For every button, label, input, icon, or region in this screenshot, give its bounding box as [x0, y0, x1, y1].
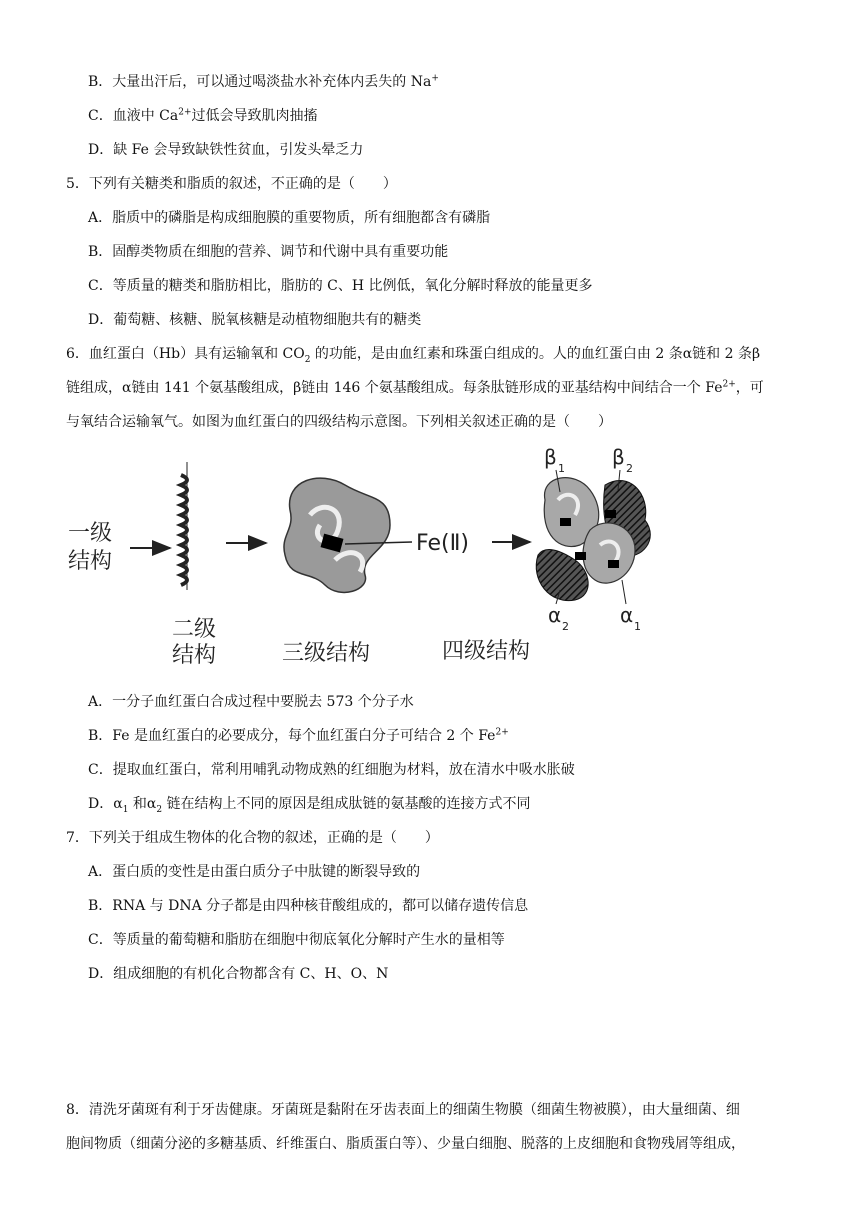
question-5: 5．下列有关糖类和脂质的叙述，不正确的是（ ） [66, 176, 397, 192]
option-7b: B．RNA 与 DNA 分子都是由四种核苷酸组成的，都可以储存遗传信息 [88, 898, 529, 914]
option-6b: B．Fe 是血红蛋白的必要成分，每个血红蛋白分子可结合 2 个 $Fe^{2+}$ [88, 727, 509, 744]
alpha-1-subscript: 1 [634, 620, 641, 633]
question-8-line-1: 8．清洗牙菌斑有利于牙齿健康。牙菌斑是黏附在牙齿表面上的细菌生物膜（细菌生物被膜），由大量细菌、细 [66, 1102, 740, 1118]
alpha-1-pointer [622, 580, 626, 604]
option-5a: A．脂质中的磷脂是构成细胞膜的重要物质，所有细胞都含有磷脂 [88, 210, 491, 226]
alpha-2-label: α [548, 603, 562, 627]
question-8-line-2: 胞间物质（细菌分泌的多糖基质、纤维蛋白、脂质蛋白等）、少量白细胞、脱落的上皮细胞和食物残屑等组成， [66, 1136, 745, 1152]
option-5c: C．等质量的糖类和脂肪相比，脂肪的 C、H 比例低，氧化分解时释放的能量更多 [88, 278, 593, 294]
option-4b: B．大量出汗后，可以通过喝淡盐水补充体内丢失的 Na+ [88, 73, 439, 90]
quaternary-structure-icon [536, 478, 650, 601]
question-7: 7．下列关于组成生物体的化合物的叙述，正确的是（ ） [66, 830, 439, 846]
option-5d: D．葡萄糖、核糖、脱氧核糖是动植物细胞共有的糖类 [88, 312, 422, 328]
option-6a: A．一分子血红蛋白合成过程中要脱去 573 个分子水 [88, 694, 414, 710]
option-4d: D．缺 Fe 会导致缺铁性贫血，引发头晕乏力 [88, 142, 364, 158]
alpha-helix-icon [181, 462, 187, 590]
secondary-structure-label-2: 结构 [172, 643, 217, 668]
fe-ii-label: Fe(Ⅱ) [416, 531, 469, 556]
question-6-line-3: 与氧结合运输氧气。如图为血红蛋白的四级结构示意图。下列相关叙述正确的是（ ） [66, 414, 612, 430]
beta-1-subscript: 1 [558, 462, 565, 475]
alpha-2-subscript: 2 [562, 620, 569, 633]
beta-2-subscript: 2 [626, 462, 633, 475]
option-5b: B．固醇类物质在细胞的营养、调节和代谢中具有重要功能 [88, 244, 449, 260]
question-6-line-1: 6．血红蛋白（Hb）具有运输氧和 $CO_2$ 的功能，是由血红素和珠蛋白组成的。人的血红蛋白由 2 条α链和 2 条β [66, 346, 761, 365]
quaternary-structure-label: 四级结构 [442, 639, 531, 664]
hemoglobin-structure-figure [60, 440, 660, 675]
secondary-structure-label-1: 二级 [172, 617, 217, 642]
primary-structure-label-1: 一级 [68, 521, 113, 546]
question-6-line-2: 链组成，α链由 141 个氨基酸组成，β链由 146 个氨基酸组成。每条肽链形成的亚基结构中间结合一个 $Fe^{2+}$，可 [66, 379, 764, 396]
option-7c: C．等质量的葡萄糖和脂肪在细胞中彻底氧化分解时产生水的量相等 [88, 932, 505, 948]
beta-1-label: β [544, 445, 557, 469]
primary-structure-label-2: 结构 [68, 549, 113, 574]
option-6c: C．提取血红蛋白，常利用哺乳动物成熟的红细胞为材料，放在清水中吸水胀破 [88, 762, 575, 778]
option-7a: A．蛋白质的变性是由蛋白质分子中肽键的断裂导致的 [88, 864, 421, 880]
beta-2-label: β [612, 445, 625, 469]
option-4c: C．血液中 $Ca^{2+}$过低会导致肌肉抽搐 [88, 107, 318, 124]
tertiary-structure-label: 三级结构 [282, 641, 371, 666]
tertiary-structure-icon [284, 478, 390, 592]
option-6d: D．$\alpha_1$ 和$\alpha_2$ 链在结构上不同的原因是组成肽链的氨基酸的连接方式不同 [88, 796, 531, 815]
option-7d: D．组成细胞的有机化合物都含有 C、H、O、N [88, 966, 389, 982]
hemoglobin-diagram [60, 440, 660, 675]
alpha-1-label: α [620, 603, 634, 627]
